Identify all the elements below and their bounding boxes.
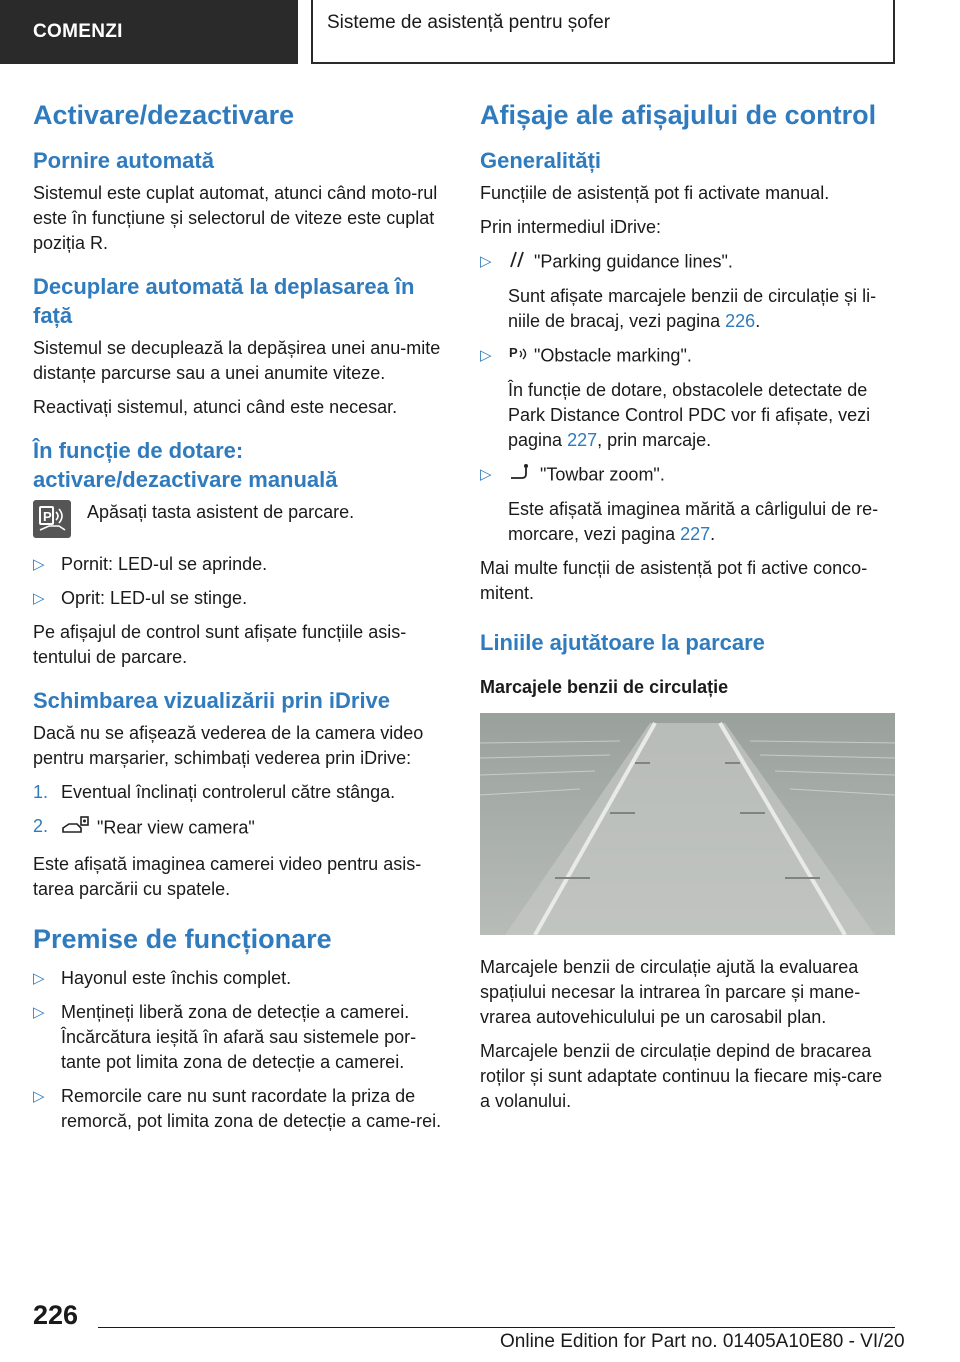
svg-text:P: P xyxy=(509,345,518,360)
heading-manual: În funcție de dotare: activare/dezactivare manuală xyxy=(33,438,338,492)
section-title: Sisteme de asistență pentru șofer xyxy=(327,12,611,33)
step-item: 2. "Rear view camera" xyxy=(33,814,445,843)
list-item: ▷ Oprit: LED-ul se stinge. xyxy=(33,586,445,611)
list-item: ▷ Remorcile care nu sunt racordate la priza de remorcă, pot limita zona de detecție a came-rei. xyxy=(33,1086,442,1131)
general-text-3: Mai multe funcții de asistență pot fi active conco-mitent. xyxy=(480,558,868,603)
general-text-2: Prin intermediul iDrive: xyxy=(480,217,662,237)
prerequisites-list xyxy=(33,966,445,1134)
display-options-list xyxy=(480,249,895,547)
parking-lines-icon xyxy=(508,249,528,276)
idrive-text-2: Este afișată imaginea camerei video pentru asis-tarea parcării cu spatele. xyxy=(33,854,422,899)
list-item: ▷ P "Obstacle marking". În funcție de dotare, obstacolele detectate de Park Distance Control PDC vor fi afișate, vezi pagina 227, prin marcaje. xyxy=(480,345,871,450)
park-assist-button-text: Apăsați tasta asistent de parcare. xyxy=(87,502,355,522)
left-column xyxy=(33,98,445,1143)
towbar-icon xyxy=(508,462,534,489)
step-item: 1. Eventual înclinați controlerul către stânga. xyxy=(33,782,396,802)
auto-start-text: Sistemul este cuplat automat, atunci când moto-rul este în funcțiune și selectorul de viteze este cuplat poziția R. xyxy=(33,183,438,253)
edition-text: Online Edition for Part no. 01405A10E80 - VI/20 xyxy=(500,1331,905,1352)
section-header xyxy=(311,0,895,64)
heading-parking-lines: Liniile ajutătoare la parcare xyxy=(480,630,765,655)
lane-markings-camera-image xyxy=(480,713,895,935)
heading-auto-stop: Decuplare automată la deplasarea în față xyxy=(33,274,415,328)
lane-markings-text-1: Marcajele benzii de circulație ajută la evaluarea spațiului necesar la intrarea în parcare și mane-vrarea autovehiculului pe un carosabil plan. xyxy=(480,957,861,1027)
triangle-bullet-icon: ▷ xyxy=(33,1088,45,1105)
triangle-bullet-icon: ▷ xyxy=(33,556,45,573)
left-title: Activare/dezactivare xyxy=(33,100,295,130)
heading-auto-start: Pornire automată xyxy=(33,148,214,173)
list-item: ▷ "Towbar zoom". Este afișată imaginea mărită a cârligului de re-morcare, vezi pagina 227. xyxy=(480,462,895,547)
heading-general: Generalități xyxy=(480,148,602,173)
lane-markings-text-2: Marcajele benzii de circulație depind de bracarea roților și sunt adaptate continuu la fiecare miș-care a volanului. xyxy=(480,1041,883,1111)
rear-camera-icon xyxy=(61,814,91,843)
triangle-bullet-icon: ▷ xyxy=(33,970,45,987)
page-link-227-towbar[interactable]: 227 xyxy=(680,524,711,544)
obstacle-marking-icon xyxy=(508,343,528,370)
svg-text:P: P xyxy=(43,509,52,524)
heading-prerequisites: Premise de funcționare xyxy=(33,924,332,954)
list-item: ▷ Hayonul este închis complet. xyxy=(33,966,445,991)
footer-divider xyxy=(98,1327,895,1328)
idrive-text: Dacă nu se afișează vederea de la camera video pentru marșarier, schimbați vederea prin iDrive: xyxy=(33,723,424,768)
triangle-bullet-icon: ▷ xyxy=(33,1004,45,1021)
subheading-lane-markings: Marcajele benzii de circulație xyxy=(480,677,729,697)
auto-stop-text-2: Reactivați sistemul, atunci când este necesar. xyxy=(33,397,398,417)
triangle-bullet-icon: ▷ xyxy=(480,253,492,270)
page-link-227[interactable]: 227 xyxy=(567,430,598,450)
triangle-bullet-icon: ▷ xyxy=(33,590,45,607)
auto-stop-text-1: Sistemul se decuplează la depășirea unei anu-mite distanțe parcurse sau a unei anumite viteze. xyxy=(33,338,441,383)
heading-idrive: Schimbarea vizualizării prin iDrive xyxy=(33,688,391,713)
list-item: ▷ "Parking guidance lines". Sunt afișate marcajele benzii de circulație și li-niile de bracaj, vezi pagina 226. xyxy=(480,249,895,334)
list-item: ▷ Mențineți liberă zona de detecție a camerei. Încărcătura ieșită în afară sau sistemele por-tante pot limita zona de detecție a camerei. xyxy=(33,1002,417,1072)
idrive-steps xyxy=(33,780,445,843)
chapter-tab: COMENZI xyxy=(0,0,298,64)
page-number: 226 xyxy=(33,1300,79,1330)
right-column xyxy=(480,98,895,1123)
manual-list xyxy=(33,552,445,611)
list-item: ▷ Pornit: LED-ul se aprinde. xyxy=(33,552,445,577)
page-link-226[interactable]: 226 xyxy=(725,311,756,331)
triangle-bullet-icon: ▷ xyxy=(480,466,492,483)
right-title: Afișaje ale afișajului de control xyxy=(480,100,877,130)
triangle-bullet-icon: ▷ xyxy=(480,347,492,364)
park-assist-button-icon xyxy=(33,500,71,538)
general-text-1: Funcțiile de asistență pot fi activate manual. xyxy=(480,183,830,203)
manual-text: Pe afișajul de control sunt afișate funcțiile asis-tentului de parcare. xyxy=(33,622,407,667)
park-assist-button-row xyxy=(33,500,445,538)
